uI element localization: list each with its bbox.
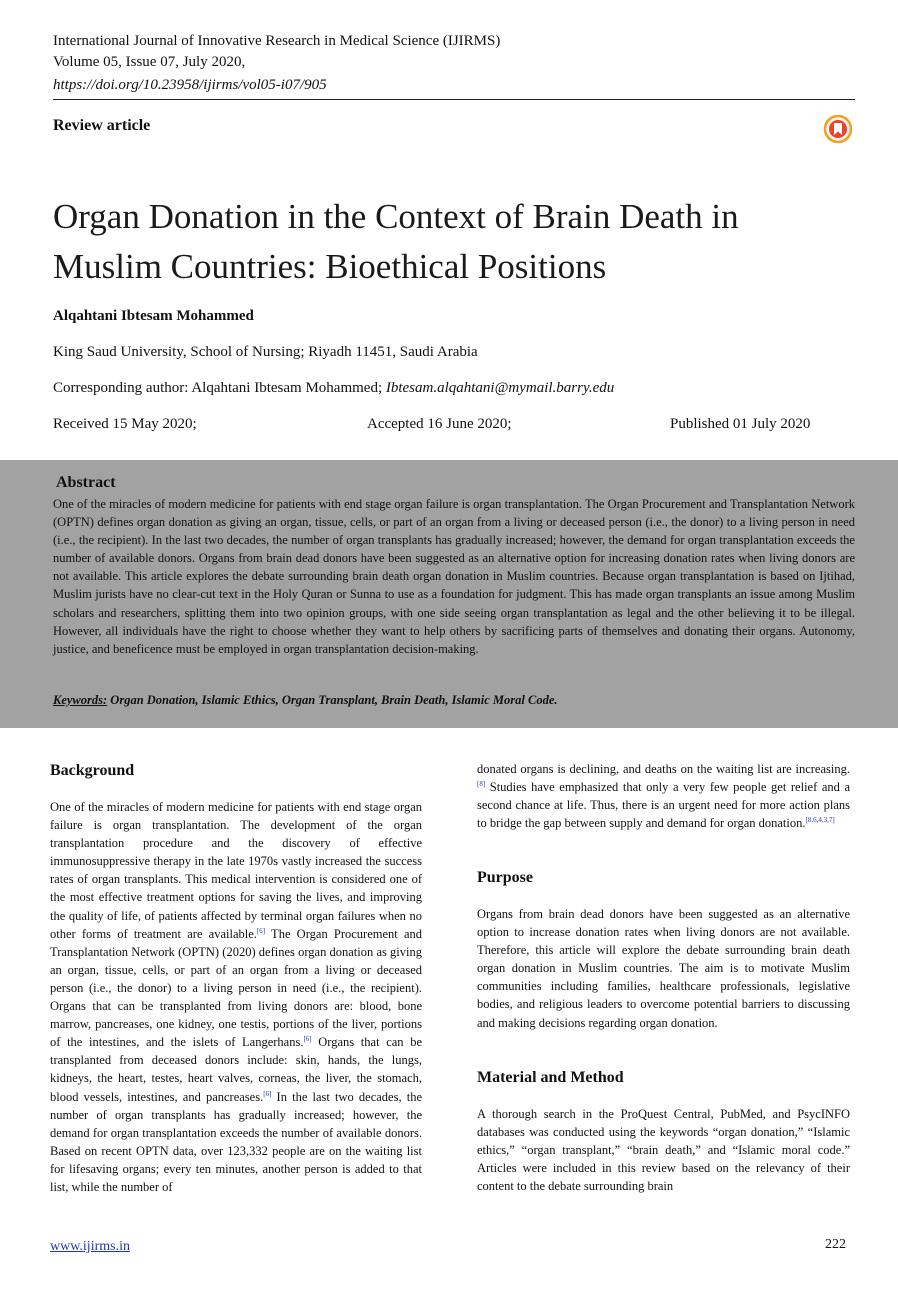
journal-website-link[interactable]: www.ijirms.in [50, 1239, 130, 1254]
background-p2: The Organ Procurement and Transplantation Network (OPTN) (2020) defines organ donation as giving an organ, tissue, cells, or part of an organ from a living or deceased person (i.e., the donor) to a living person in need (i.e., the recipient). Organs that can be transplanted from living donors are: blood, bone marrow, pancreases, one kidney, one testis, portions of the liver, portions of the intestines, and the islets of Langerhans. [50, 926, 422, 1050]
abstract-text: One of the miracles of modern medicine for patients with end stage organ failure is organ transplantation. The Organ Procurement and Transplantation Network (OPTN) defines organ donation as giving an organ, tissue, cells, or part of an organ from a living or deceased person (i.e., the donor) to a living person in need (i.e., the recipient). In the last two decades, the number of organ transplants has gradually increased; however, the demand for organ transplantation exceeds the number of available donors. Organs from brain dead donors have been suggested as an alternative option for increasing donation rates when living donors are not available. This article explores the debate surrounding brain death organ donation in Muslim countries. Because organ transplantation is based on Ijtihad, Muslim jurists have no clear-cut text in the Holy Quran or Sunna to use as a foundation for judgment. This has made organ transplants an issue among Muslim scholars and researchers, splitting them into two opinion groups, with one side seeing organ transplantation as legal and the other believing it to be illegal. However, all individuals have the right to choose whether they want to help others by sacrificing parts of themselves and donating their organs. Autonomy, justice, and beneficence must be employed in organ transplantation decision-making. [53, 497, 855, 656]
background-cont1: donated organs is declining, and deaths on the waiting list are increasing. [477, 762, 850, 776]
header-divider [53, 99, 855, 100]
affiliation: King Saud University, School of Nursing; Riyadh 11451, Saudi Arabia [53, 344, 478, 360]
purpose-text: Organs from brain dead donors have been suggested as an alternative option to increase donation rates when living donors are not available. Therefore, this article will explore the debate surrounding brain death organ donation in Muslim countries. The aim is to motivate Muslim communities including families, healthcare professionals, legislative bodies, and religious leaders to overcome potential barriers to discussing and making decisions regarding organ donation. [477, 907, 850, 1030]
article-type: Review article [53, 117, 151, 134]
background-p3: Organs that can be transplanted from deceased donors include: skin, hands, the lungs, kidneys, the heart, testes, heart valves, corneas, the liver, the stomach, blood vessels, intestines, and pancreases. [50, 1035, 422, 1104]
background-continued [477, 760, 850, 832]
corresponding-author [53, 380, 614, 397]
author-name: Alqahtani Ibtesam Mohammed [53, 308, 254, 324]
received-date: Received 15 May 2020; [53, 416, 197, 432]
journal-name: International Journal of Innovative Research in Medical Science (IJIRMS) [53, 33, 501, 49]
keywords-label: Keywords: [53, 693, 108, 707]
method-text: A thorough search in the ProQuest Central, PubMed, and PsycINFO databases was conducted using the keywords “organ donation,” “Islamic ethics,” “organ transplant,” “brain death,” and “Islamic moral code.” Articles were included in this review based on the relevancy of their content to the debate surrounding brain [477, 1107, 850, 1194]
background-p4: In the last two decades, the number of organ transplants has gradually increased; however, the demand for organ transplantation exceeds the number of available donors. Based on recent OPTN data, over 123,332 people are on the waiting list for lifesaving organs; every ten minutes, another person is added to that list, while the number of [50, 1089, 422, 1194]
citation-ref[interactable]: [8,6,4,3,7] [805, 816, 835, 825]
title-line-1: Organ Donation in the Context of Brain Death in [53, 197, 739, 236]
article-title [53, 192, 853, 292]
background-heading: Background [50, 762, 135, 779]
background-cont2: Studies have emphasized that only a very few people get relief and a second chance at life. Thus, there is an urgent need for more action plans to bridge the gap between supply and demand for organ donation. [477, 780, 850, 831]
method-heading: Material and Method [477, 1069, 624, 1086]
citation-ref[interactable]: [6] [256, 926, 266, 935]
corresponding-email[interactable]: Ibtesam.alqahtani@mymail.barry.edu [385, 380, 615, 396]
journal-doi[interactable]: https://doi.org/10.23958/ijirms/vol05-i07/905 [53, 77, 327, 93]
accepted-date: Accepted 16 June 2020; [367, 416, 512, 432]
page-number: 222 [825, 1237, 846, 1252]
crossmark-icon[interactable] [824, 115, 852, 143]
keywords [53, 693, 558, 708]
keywords-list: Organ Donation, Islamic Ethics, Organ Transplant, Brain Death, Islamic Moral Code. [110, 693, 558, 707]
title-line-2: Muslim Countries: Bioethical Positions [53, 247, 607, 286]
abstract-heading: Abstract [56, 474, 116, 491]
citation-ref[interactable]: [6] [303, 1035, 312, 1044]
citation-ref[interactable]: [8] [477, 779, 486, 788]
background-text [50, 798, 422, 1196]
corresponding-label: Corresponding author: Alqahtani Ibtesam Mohammed; [53, 380, 383, 396]
citation-ref[interactable]: [6] [263, 1089, 272, 1098]
published-date: Published 01 July 2020 [670, 416, 811, 432]
journal-volume: Volume 05, Issue 07, July 2020, [53, 54, 246, 70]
purpose-heading: Purpose [477, 869, 533, 886]
background-p1: One of the miracles of modern medicine for patients with end stage organ failure is organ transplantation. The development of the organ transplantation procedure and the discovery of effective immunosuppressive therapy in the late 1970s vastly increased the success rates of organ transplants. This medical intervention is considered one of the most effective treatment options for saving the lives, and improving the quality of life, of patients affected by terminal organ failures when no other forms of treatment are available. [50, 800, 422, 941]
